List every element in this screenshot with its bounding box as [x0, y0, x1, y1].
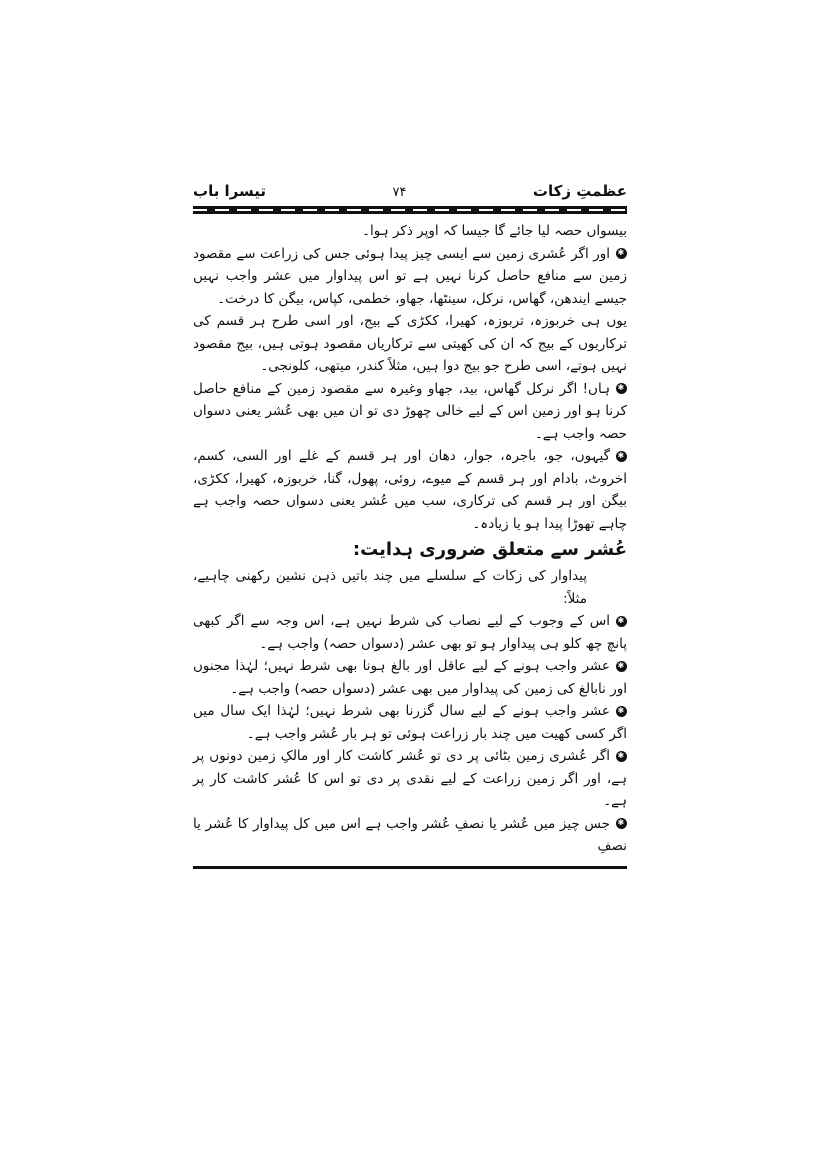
list-item — [193, 745, 627, 813]
paragraph-text: بیسواں حصہ لیا جائے گا جیسا کہ اوپر ذکر ہوا۔ — [362, 223, 627, 239]
list-item-text: اگر عُشری زمین بٹائی پر دی تو عُشر کاشت کار اور مالکِ زمین دونوں پر ہے، اور اگر زمین زراعت کے لیے نقدی پر دی تو اس کا عُشر کاشت کار پر ہے۔ — [193, 748, 627, 809]
bullet-icon — [616, 616, 627, 627]
bullet-icon — [616, 706, 627, 717]
list-item — [193, 610, 627, 655]
paragraph — [193, 220, 627, 243]
paragraph-text: اور اگر عُشری زمین سے ایسی چیز پیدا ہوئی جس کی زراعت سے مقصود زمین سے منافع حاصل کرنا نہیں ہے تو اس پیداوار میں عشر واجب نہیں جیسے ایندھن، گھاس، نرکل، سینٹھا، جھاو، خطمی، کپاس، بیگن کا درخت۔ — [193, 245, 627, 307]
body-text — [193, 220, 627, 858]
list-item-text: عشر واجب ہونے کے لیے عاقل اور بالغ ہونا بھی شرط نہیں؛ لہٰذا مجنوں اور نابالغ کی زمین کی پیداوار میں بھی عشر (دسواں حصہ) واجب ہے۔ — [193, 658, 627, 697]
list-item-text: اس کے وجوب کے لیے نصاب کی شرط نہیں ہے، اس وجہ سے اگر کبھی پانچ چھ کلو ہی پیداوار ہو تو بھی عشر (دسواں حصہ) واجب ہے۔ — [193, 613, 627, 652]
paragraph-text: گیہوں، جو، باجرہ، جوار، دھان اور ہر قسم کے غلے اور السی، کسم، اخروٹ، بادام اور ہر قسم کے میوے، روئی، پھول، گنا، خربوزہ، کھیرا، ککڑی، بیگن اور ہر قسم کی ترکاری، سب میں عُشر یعنی دسواں حصہ واجب ہے چاہے تھوڑا پیدا ہو یا زیادہ۔ — [193, 448, 627, 532]
list-item-text: عشر واجب ہونے کے لیے سال گزرنا بھی شرط نہیں؛ لہٰذا ایک سال میں اگر کسی کھیت میں چند بار زراعت ہوئی تو ہر بار عُشر واجب ہے۔ — [193, 703, 627, 742]
list-item — [193, 655, 627, 700]
bullet-icon — [616, 818, 627, 829]
bullet-icon — [616, 248, 627, 259]
paragraph-text: ہاں! اگر نرکل گھاس، بید، جھاو وغیرہ سے مقصود زمین کے منافع حاصل کرنا ہو اور زمین اس کے لیے خالی چھوڑ دی تو ان میں بھی عُشر یعنی دسواں حصہ واجب ہے۔ — [193, 380, 627, 442]
paragraph-text: یوں ہی خربوزہ، تربوزہ، کھیرا، ککڑی کے بیج، اور اسی طرح ہر قسم کی ترکاریوں کے بیج کہ ان کی کھیتی سے ترکاریاں مقصود ہوتی ہیں، بیج مقصود نہیں ہوتے، اسی طرح جو بیج دوا ہیں، مثلاً کندر، میتھی، کلونجی۔ — [193, 313, 627, 374]
paragraph — [193, 243, 627, 311]
book-title: عظمتِ زکات — [532, 182, 627, 200]
running-header — [193, 178, 627, 200]
bullet-icon — [616, 451, 627, 462]
list-item — [193, 813, 627, 858]
paragraph — [193, 378, 627, 446]
bullet-icon — [616, 661, 627, 672]
footer-divider — [193, 866, 627, 869]
intro-text: پیداوار کی زکات کے سلسلے میں چند باتیں ذہن نشین رکھنی چاہیے، مثلاً: — [193, 568, 587, 607]
document-page — [193, 178, 627, 869]
header-divider — [193, 206, 627, 214]
page-number: ۷۴ — [392, 185, 407, 200]
list-item — [193, 700, 627, 745]
paragraph — [193, 310, 627, 378]
section-heading: عُشر سے متعلق ضروری ہدایت: — [352, 539, 627, 560]
paragraph — [193, 445, 627, 535]
list-item-text: جس چیز میں عُشر یا نصفِ عُشر واجب ہے اس میں کل پیداوار کا عُشر یا نصفِ — [193, 815, 627, 854]
bullet-icon — [616, 751, 627, 762]
chapter-title: تیسرا باب — [193, 182, 267, 200]
bullet-icon — [616, 383, 627, 394]
